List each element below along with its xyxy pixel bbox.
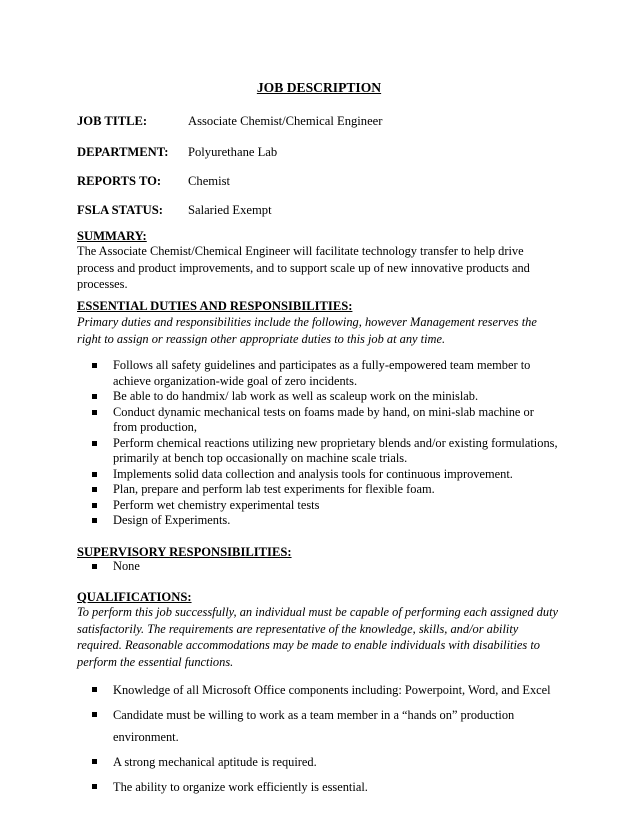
bullet-square-icon: [92, 784, 97, 789]
summary-text: [77, 243, 567, 293]
list-item-text: The ability to organize work efficiently is essential.: [113, 780, 368, 794]
bullet-square-icon: [92, 564, 97, 569]
duties-heading: ESSENTIAL DUTIES AND RESPONSIBILITIES:: [77, 299, 353, 313]
list-item-text: Be able to do handmix/ lab work as well as scaleup work on the minislab.: [113, 389, 479, 403]
bullet-square-icon: [92, 687, 97, 692]
list-item-text: Conduct dynamic mechanical tests on foams made by hand, on mini-slab machine or: [113, 404, 534, 419]
list-item: [92, 513, 562, 529]
bullet-square-icon: [92, 472, 97, 477]
job-title-value: Associate Chemist/Chemical Engineer: [188, 114, 383, 128]
list-item-text: primarily at bench top occasionally on machine scale trials.: [113, 451, 408, 465]
list-item-text: Knowledge of all Microsoft Office components including: Powerpoint, Word, and Excel: [113, 683, 551, 697]
list-item-text: achieve organization-wide goal of zero incidents.: [113, 373, 358, 388]
duties-intro-line: Primary duties and responsibilities include the following, however Management reserves the: [77, 315, 537, 329]
duties-intro-line: right to assign or reassign other appropriate duties to this job at any time.: [77, 331, 446, 346]
list-item: [92, 358, 562, 389]
list-item-text: environment.: [113, 730, 179, 744]
qualifications-intro-line: required. Reasonable accommodations may be made to enable individuals with disabilities to: [77, 638, 540, 652]
bullet-square-icon: [92, 759, 97, 764]
bullet-square-icon: [92, 363, 97, 368]
fsla-status-label: FSLA STATUS:: [77, 203, 163, 217]
qualifications-heading: QUALIFICATIONS:: [77, 590, 192, 604]
list-item: [92, 436, 562, 467]
list-item-text: None: [113, 559, 140, 573]
list-item: [92, 498, 562, 514]
bullet-square-icon: [92, 441, 97, 446]
job-title-label: JOB TITLE:: [77, 114, 148, 128]
list-item-text: Design of Experiments.: [113, 513, 231, 527]
list-item-text: Candidate must be willing to work as a team member in a “hands on” production: [113, 708, 515, 722]
department-label: DEPARTMENT:: [77, 145, 169, 159]
bullet-square-icon: [92, 503, 97, 508]
list-item-text: Implements solid data collection and analysis tools for continuous improvement.: [113, 466, 513, 481]
bullet-square-icon: [92, 394, 97, 399]
fsla-status-value: Salaried Exempt: [188, 203, 272, 217]
qualifications-intro-line: satisfactorily. The requirements are representative of the knowledge, skills, and/or ability: [77, 621, 519, 636]
document-title: JOB DESCRIPTION: [256, 80, 382, 95]
list-item: [92, 467, 562, 483]
department-value: Polyurethane Lab: [188, 145, 278, 159]
bullet-square-icon: [92, 487, 97, 492]
list-item: [92, 751, 562, 773]
list-item: [92, 559, 562, 575]
qualifications-intro: [77, 604, 567, 670]
qualifications-list: [92, 679, 562, 798]
list-item-text: Perform wet chemistry experimental tests: [113, 497, 320, 512]
supervisory-heading: SUPERVISORY RESPONSIBILITIES:: [77, 545, 292, 559]
reports-to-label: REPORTS TO:: [77, 174, 162, 188]
list-item: [92, 679, 562, 701]
summary-line: processes.: [77, 277, 128, 291]
summary-heading: SUMMARY:: [77, 229, 147, 243]
list-item-text: Plan, prepare and perform lab test experiments for flexible foam.: [113, 482, 435, 496]
list-item-text: A strong mechanical aptitude is required.: [113, 755, 317, 769]
list-item-text: Perform chemical reactions utilizing new proprietary blends and/or existing formulations,: [113, 435, 558, 450]
list-item-text: Follows all safety guidelines and participates as a fully-empowered team member to: [113, 358, 531, 372]
supervisory-list: [92, 559, 562, 575]
bullet-square-icon: [92, 518, 97, 523]
summary-line: The Associate Chemist/Chemical Engineer will facilitate technology transfer to help drive: [77, 244, 524, 258]
bullet-square-icon: [92, 410, 97, 415]
list-item: [92, 405, 562, 436]
list-item: [92, 704, 562, 748]
qualifications-intro-line: To perform this job successfully, an individual must be capable of performing each assigned duty: [77, 605, 559, 619]
list-item-text: from production,: [113, 420, 197, 434]
list-item: [92, 482, 562, 498]
qualifications-intro-line: perform the essential functions.: [77, 654, 234, 669]
duties-list: [92, 358, 562, 529]
list-item: [92, 776, 562, 798]
bullet-square-icon: [92, 712, 97, 717]
summary-line: process and product improvements, and to support scale up of new innovative products and: [77, 260, 530, 275]
reports-to-value: Chemist: [188, 174, 230, 188]
list-item: [92, 389, 562, 405]
duties-intro: [77, 314, 567, 347]
